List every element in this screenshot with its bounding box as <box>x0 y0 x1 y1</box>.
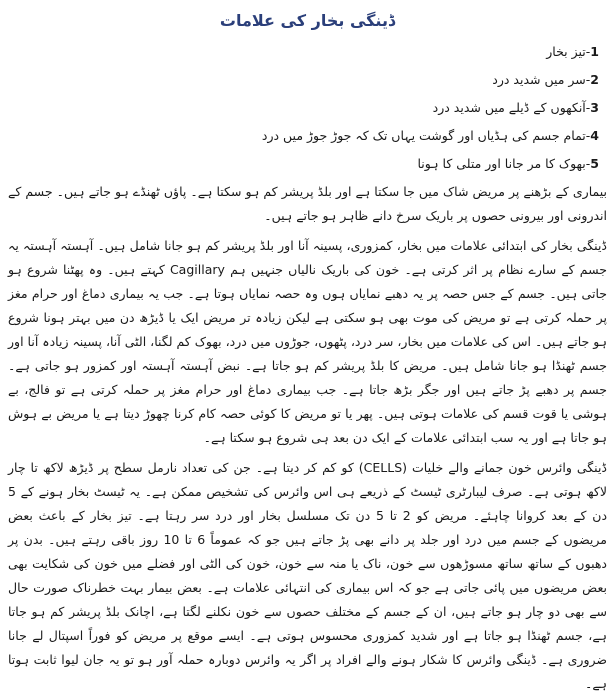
item-number: 4 <box>590 128 599 143</box>
list-item <box>8 66 599 94</box>
item-number: 5 <box>590 156 599 171</box>
paragraph-shock: بیماری کے بڑھنے پر مریض شاک میں جا سکتا ہے اور بلڈ پریشر کم ہو سکتا ہے۔ پاؤں ٹھنڈے ہو جاتے ہیں۔ جسم کے اندرونی اور بیرونی حصوں پر باریک سرخ دانے ظاہر ہو جاتے ہیں۔ <box>8 184 607 223</box>
item-text: -آنکھوں کے ڈیلے میں شدید درد <box>432 100 591 115</box>
list-item <box>8 122 599 150</box>
item-text: -سر میں شدید درد <box>492 72 591 87</box>
item-text: -بھوک کا مر جانا اور متلی کا ہونا <box>417 156 591 171</box>
item-number: 3 <box>590 100 599 115</box>
paragraph-diagnosis: ڈینگی وائرس خون جمانے والے خلیات (CELLS) کو کم کر دیتا ہے۔ جن کی تعداد نارمل سطح پر ڈیڑھ لاکھ تا چار لاکھ ہوتی ہے۔ صرف لیبارٹری ٹیسٹ کے ذریعے ہی اس وائرس کی تشخیص ممکن ہے۔ یہ ٹیسٹ بخار ہونے کے 5 دن کے بعد کروانا چاہئے۔ مریض کو 2 تا 5 دن تک مسلسل بخار اور درد سر رہتا ہے۔ تیز بخار کے باعث بعض مریضوں کے جسم میں درد اور جلد پر دانے بھی پڑ جاتے ہیں جو کہ عموماً 6 تا 10 روز باقی رہتے ہیں۔ بدن پر دھبوں کے ساتھ ساتھ مسوڑھوں سے خون، ناک یا منہ سے خون، خون کی الٹی اور فضلے میں خون کی شکایت بھی بعض مریضوں میں پائی جاتی ہے جو کہ اس بیماری کی انتہائی علامات ہے۔ بعض بیمار بہت خطرناک صورت حال سے بھی دو چار ہو جاتے ہیں، ان کے جسم کے مختلف حصوں سے خون نکلنے لگتا ہے، اچانک بلڈ پریشر کم ہو جاتا ہے، جسم ٹھنڈا ہو جاتا ہے اور شدید کمزوری محسوس ہوتی ہے۔ ایسے موقع پر مریض کو فوراً اسپتال لے جانا ضروری ہے۔ ڈینگی وائرس کا شکار ہونے والے افراد پر اگر یہ وائرس دوبارہ حملہ آور ہو تو یہ جان لیوا ثابت ہوتا ہے۔ <box>8 460 608 691</box>
list-item <box>8 150 599 178</box>
item-text: -تمام جسم کی ہڈیاں اور گوشت یہاں تک کہ جوڑ جوڑ میں درد <box>261 128 591 143</box>
paragraph-early-symptoms: ڈینگی بخار کی ابتدائی علامات میں بخار، کمزوری، پسینہ آنا اور بلڈ پریشر کم ہو جانا شامل ہیں۔ آہستہ آہستہ یہ جسم کے سارے نظام پر اثر کرتی ہے۔ خون کی باریک نالیاں جنہیں ہم Cagillary کہتے ہیں۔ وہ پھٹنا شروع ہو جاتی ہیں۔ جسم کے جس حصہ پر یہ دھبے نمایاں ہوں وہ حصہ نمایاں ہوتا ہے۔ جب یہ بیماری دماغ اور حرام مغز پر حملہ کرتی ہے تو مریض کی موت بھی ہو سکتی ہے لیکن زیادہ تر مریض ایک یا ڈیڑھ دن میں بہتر ہونا شروع ہو جاتے ہیں۔ اس کی علامات میں بخار، سر درد، پٹھوں، جوڑوں میں درد، بھوک کم لگنا، الٹی آنا، پسینہ زیادہ آنا اور جسم ٹھنڈا ہو جانا شامل ہیں۔ مریض کا بلڈ پریشر کم ہو جاتا ہے۔ نبض آہستہ آہستہ اور کمزور ہو جاتی ہے۔ جسم پر دھبے پڑ جاتے ہیں اور جگر بڑھ جاتا ہے۔ جب بیماری دماغ اور حرام مغز پر حملہ کرتی ہے تو فالج، بے ہوشی یا قوت قسم کی علامات ہوتی ہیں۔ پھر یا تو مریض کا کوئی حصہ کام کرنا چھوڑ دیتا ہے یا مریض بے ہوش ہو جاتا ہے اور یہ سب ابتدائی علامات کے ایک دن بعد ہی شروع ہو سکتا ہے۔ <box>8 238 607 445</box>
symptom-list <box>8 38 607 178</box>
list-item <box>8 94 599 122</box>
list-item <box>8 38 599 66</box>
item-text: -تیز بخار <box>546 44 591 59</box>
page-title: ڈینگی بخار کی علامات <box>219 11 396 30</box>
item-number: 2 <box>590 72 599 87</box>
item-number: 1 <box>590 44 599 59</box>
